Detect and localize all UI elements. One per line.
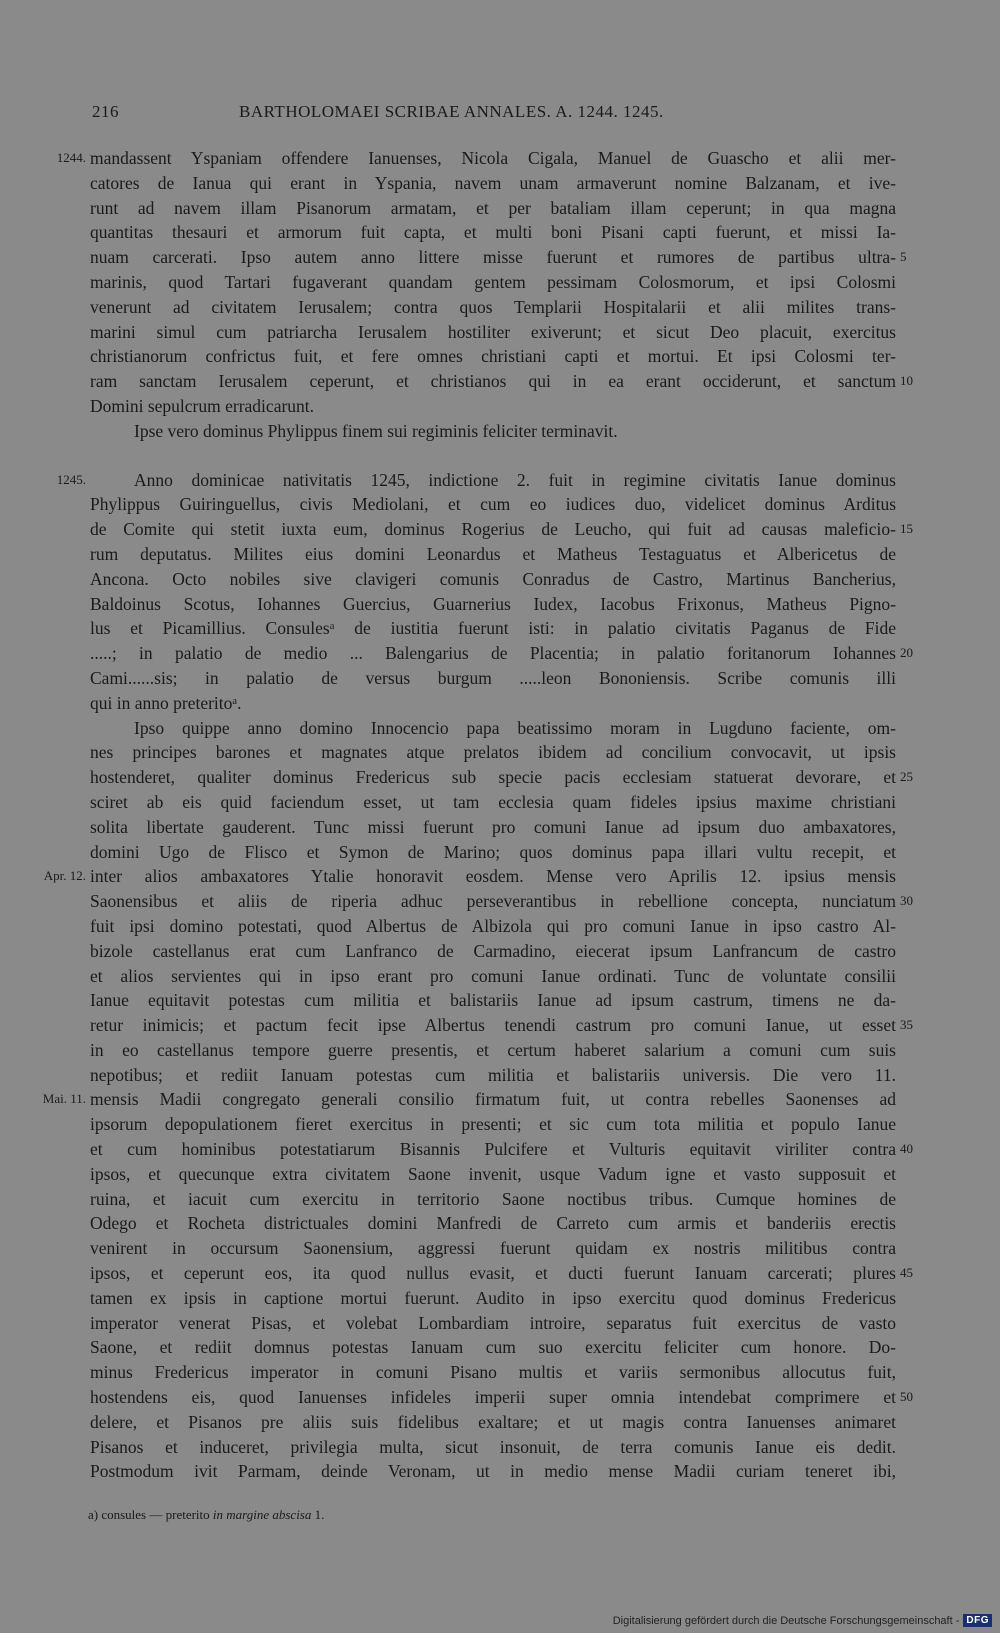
text-line: [90, 270, 900, 295]
text-line: [90, 1335, 900, 1360]
text-line: [90, 369, 913, 394]
text-line: [90, 666, 900, 691]
line-text: Baldoinus Scotus, Iohannes Guercius, Guarnerius Iudex, Iacobus Frixonus, Matheus Pigno-: [90, 593, 896, 614]
text-line: [90, 1162, 900, 1187]
line-text: nuam carcerati. Ipso autem anno littere misse fuerunt et rumores de partibus ultra-: [90, 247, 896, 268]
line-number: 15: [900, 521, 913, 537]
text-line: [43, 864, 900, 889]
text-line: [90, 840, 900, 865]
text-line: [90, 1013, 913, 1038]
line-text: venerunt ad civitatem Ierusalem; contra quos Templarii Hospitalarii et alii milites trans-: [90, 296, 896, 317]
line-text: Ipse vero dominus Phylippus finem sui regiminis feliciter terminavit.: [134, 420, 618, 441]
section-gap: [90, 444, 900, 468]
line-text: domini Ugo de Flisco et Symon de Marino; quos dominus papa illari vultu recepit, et: [90, 841, 896, 862]
text-line: [90, 171, 900, 196]
line-text: retur inimicis; et pactum fecit ipse Albertus tenendi castrum pro comuni Ianue, ut esset: [90, 1015, 896, 1036]
line-text: ipsorum depopulationem fieret exercitus in presenti; et sic cum tota militia et populo Ianue: [90, 1114, 896, 1135]
line-text: tamen ex ipsis in captione mortui fuerunt. Audito in ipso exercitu quod dominus Fredericus: [90, 1287, 896, 1308]
text-line: [42, 1087, 900, 1112]
line-text: runt ad navem illam Pisanorum armatam, et per bataliam illam ceperunt; in qua magna: [90, 197, 896, 218]
main-text: [42, 146, 913, 1484]
text-line: [90, 1385, 913, 1410]
line-text: fuit ipsi domino potestati, quod Albertus de Albizola qui pro comuni Ianue in ipso castro Al-: [90, 915, 896, 936]
text-line: [90, 567, 900, 592]
line-text: minus Fredericus imperator in comuni Pisano multis et variis sermonibus allocutus fuit,: [90, 1362, 896, 1383]
line-text: bizole castellanus erat cum Lanfranco de Carmadino, eiecerat ipsum Lanfrancum de castro: [90, 940, 896, 961]
line-text: qui in anno preteritoᵃ.: [90, 692, 242, 713]
text-line: [90, 1435, 900, 1460]
text-line: [90, 616, 900, 641]
line-text: venirent in occursum Saonensium, aggressi fuerunt quidam ex nostris militibus contra: [90, 1238, 896, 1259]
line-text: lus et Picamillius. Consulesᵃ de iustitia fuerunt isti: in palatio civitatis Paganus de Fide: [90, 618, 896, 639]
text-line: [90, 939, 900, 964]
text-line: [90, 344, 900, 369]
text-line: [56, 146, 900, 171]
line-text: catores de Ianua qui erant in Yspania, navem unam armaverunt nomine Balzanam, et ive-: [90, 172, 896, 193]
dfg-logo: DFG: [963, 1614, 992, 1627]
line-text: Ianue equitavit potestas cum militia et balistariis Ianue ad ipsum castrum, timens ne da-: [90, 990, 896, 1011]
text-line: [90, 691, 900, 716]
line-text: Odego et Rocheta districtuales domini Manfredi de Carreto cum armis et banderiis erectis: [90, 1213, 896, 1234]
text-line: [90, 964, 900, 989]
line-number: 25: [900, 769, 913, 785]
running-title: BARTHOLOMAEI SCRIBAE ANNALES. A. 1244. 1245.: [239, 102, 664, 121]
text-line: [90, 1459, 900, 1484]
line-text: et cum hominibus potestatiarum Bisannis Pulcifere et Vulturis equitavit viriliter contra: [90, 1139, 896, 1160]
text-line: [90, 716, 900, 741]
digitization-credit: [613, 1614, 992, 1627]
line-text: Saonensibus et aliis de riperia adhuc perseverantibus in rebellione concepta, nunciatum: [90, 891, 896, 912]
line-text: sciret ab eis quid faciendum esset, ut tam ecclesia quam fideles ipsius maxime christiani: [90, 791, 896, 812]
line-text: nepotibus; et rediit Ianuam potestas cum militia et balistariis universis. Die vero 11.: [90, 1064, 896, 1085]
text-line: [90, 1261, 913, 1286]
text-line: [90, 1211, 900, 1236]
line-text: in eo castellanus tempore guerre presentis, et certum haberet salarium a comuni cum suis: [90, 1039, 896, 1060]
line-text: Ancona. Octo nobiles sive clavigeri comunis Conradus de Castro, Martinus Bancherius,: [90, 568, 896, 589]
line-text: Postmodum ivit Parmam, deinde Veronam, ut in medio mense Madii curiam teneret ibi,: [90, 1461, 896, 1482]
line-text: ipsos, et quecunque extra civitatem Saone invenit, usque Vadum igne et vasto supposuit et: [90, 1163, 896, 1184]
line-text: ipsos, et ceperunt eos, ita quod nullus evasit, et ducti fuerunt Ianuam carcerati; plures: [90, 1263, 896, 1284]
text-line: [90, 988, 900, 1013]
line-text: marini simul cum patriarcha Ierusalem hostiliter exiverunt; et sicut Deo placuit, exercitus: [90, 321, 896, 342]
line-number: 35: [900, 1017, 913, 1033]
line-text: mandassent Yspaniam offendere Ianuenses, Nicola Cigala, Manuel de Guascho et alii mer-: [90, 148, 896, 168]
page-number: 216: [92, 102, 119, 121]
margin-date: 1244.: [56, 150, 86, 165]
line-text: hostenderet, qualiter dominus Fredericus sub specie pacis ecclesiam statuerat devorare, et: [90, 767, 896, 788]
line-text: quantitas thesauri et armorum fuit capta, et multi boni Pisani capti fuerunt, et missi Ia-: [90, 222, 896, 243]
text-line: [56, 468, 900, 493]
text-line: [90, 790, 900, 815]
line-text: nes principes barones et magnates atque prelatos ibidem ad concilium convocavit, ut ipsis: [90, 742, 896, 763]
text-line: [90, 517, 913, 542]
line-text: ram sanctam Ierusalem ceperunt, et christianos qui in ea erant occiderunt, et sanctum: [90, 371, 896, 392]
footnote: [88, 1507, 324, 1523]
text-line: [90, 492, 900, 517]
line-text: christianorum confrictus fuit, et fere omnes christiani capti et mortui. Et ipsi Colosmi ter-: [90, 346, 896, 367]
line-text: Ipso quippe anno domino Innocencio papa beatissimo moram in Lugduno faciente, om-: [134, 717, 896, 738]
credit-text: Digitalisierung gefördert durch die Deutsche Forschungsgemeinschaft -: [612, 1614, 960, 1627]
line-text: .....; in palatio de medio ... Balengarius de Placentia; in palatio foritanorum Iohannes: [90, 643, 896, 664]
text-line: [90, 914, 900, 939]
text-line: [90, 220, 900, 245]
text-line: [90, 1063, 900, 1088]
line-text: inter alios ambaxatores Ytalie honoravit eosdem. Mense vero Aprilis 12. ipsius mensis: [90, 866, 896, 887]
line-number: 50: [900, 1389, 913, 1405]
text-line: [90, 1286, 900, 1311]
text-line: [90, 740, 900, 765]
text-line: [90, 245, 907, 270]
text-line: [90, 889, 913, 914]
text-line: [90, 1038, 900, 1063]
text-line: [90, 815, 900, 840]
line-number: 10: [900, 373, 913, 389]
text-line: [90, 641, 913, 666]
text-line: [90, 419, 900, 444]
line-text: Domini sepulcrum erradicarunt.: [90, 395, 315, 416]
text-line: [90, 1187, 900, 1212]
text-line: [90, 320, 900, 345]
line-text: Cami......sis; in palatio de versus burgum .....leon Bononiensis. Scribe comunis illi: [90, 667, 896, 688]
text-line: [90, 1311, 900, 1336]
line-text: Anno dominicae nativitatis 1245, indictione 2. fuit in regimine civitatis Ianue dominus: [134, 469, 896, 490]
line-text: delere, et Pisanos pre aliis suis fidelibus exaltare; et ut magis contra Ianuenses animaret: [90, 1411, 896, 1432]
text-line: [90, 394, 900, 419]
text-line: [90, 542, 900, 567]
text-line: [90, 1137, 913, 1162]
footnote-italic: in margine abscisa: [212, 1507, 312, 1522]
line-text: Saone, et rediit domnus potestas Ianuam cum suo exercitu feliciter cum honore. Do-: [90, 1337, 896, 1358]
margin-date: Apr. 12.: [43, 868, 86, 884]
footnote-prefix: a) consules — preterito: [88, 1507, 213, 1522]
margin-date: Mai. 11.: [42, 1091, 86, 1107]
text-line: [90, 196, 900, 221]
text-line: [90, 765, 913, 790]
line-text: Phylippus Guiringuellus, civis Mediolani, et cum eo iudices duo, videlicet dominus Arditus: [90, 494, 896, 515]
text-line: [90, 1112, 900, 1137]
line-number: 40: [900, 1141, 913, 1157]
line-text: et alios servientes qui in ipso erant pro comuni Ianue ordinati. Tunc de voluntate consilii: [90, 965, 896, 986]
line-text: imperator venerat Pisas, et volebat Lombardiam introire, separatus fuit exercitus de vasto: [90, 1312, 896, 1333]
line-text: rum deputatus. Milites eius domini Leonardus et Matheus Testaguatus et Albericetus de: [90, 543, 896, 564]
footnote-suffix: 1.: [311, 1507, 325, 1522]
line-text: solita libertate gauderent. Tunc missi fuerunt pro comuni Ianue ad ipsum duo ambaxatores,: [90, 816, 896, 837]
line-number: 5: [900, 249, 907, 265]
line-text: de Comite qui stetit iuxta eum, dominus Rogerius de Leucho, qui fuit ad causas maleficio-: [90, 519, 896, 540]
line-number: 20: [900, 645, 913, 661]
margin-date: 1245.: [56, 471, 86, 487]
text-line: [90, 295, 900, 320]
line-text: Pisanos et induceret, privilegia multa, sicut insonuit, de terra comunis Ianue eis dedit.: [90, 1436, 896, 1457]
line-text: hostendens eis, quod Ianuenses infideles imperii super omnia intendebat comprimere et: [90, 1387, 896, 1408]
line-text: mensis Madii congregato generali consilio firmatum fuit, ut contra rebelles Saonenses ad: [90, 1089, 896, 1110]
line-text: ruina, et iacuit cum exercitu in territorio Saone noctibus tribus. Cumque homines de: [90, 1188, 896, 1209]
line-text: marinis, quod Tartari fugaverant quandam gentem pessimam Colosmorum, et ipsi Colosmi: [90, 271, 896, 292]
text-line: [90, 592, 900, 617]
text-line: [90, 1360, 900, 1385]
text-line: [90, 1236, 900, 1261]
line-number: 30: [900, 893, 913, 909]
line-number: 45: [900, 1265, 913, 1281]
text-line: [90, 1410, 900, 1435]
